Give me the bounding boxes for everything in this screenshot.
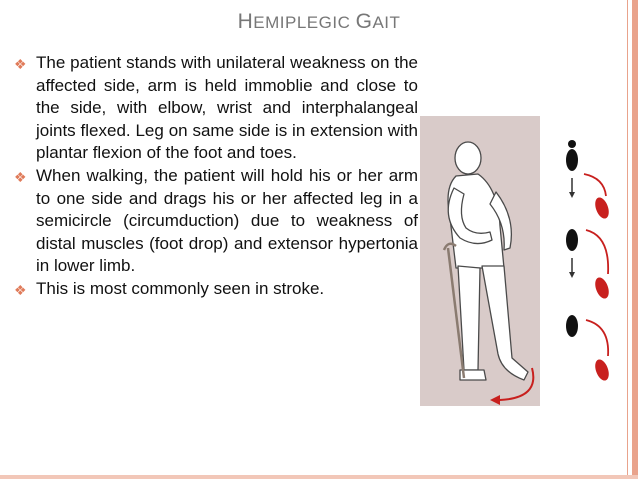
footprint-dark-icon	[566, 315, 578, 337]
title-part-1: EMIPLEGIC	[253, 13, 356, 32]
bullet-item	[14, 165, 418, 278]
title-cap-2: G	[355, 10, 373, 33]
slide-title	[0, 10, 638, 34]
person-head	[455, 142, 481, 174]
swing-arrow-icon	[586, 320, 608, 356]
slide-border-bottom	[0, 475, 638, 479]
footprint-red-icon	[593, 276, 612, 301]
footprint-dark-icon	[566, 229, 578, 251]
hemiplegic-gait-illustration	[420, 108, 620, 413]
bullet-marker-icon: ❖	[14, 281, 27, 298]
title-part-2: AIT	[372, 13, 401, 32]
slide-border-line	[627, 0, 628, 479]
footprint-red-icon	[593, 358, 612, 383]
bullet-marker-icon: ❖	[14, 168, 27, 185]
footprint-dark-icon	[566, 149, 578, 171]
footprint-red-icon	[593, 196, 612, 221]
bullet-list	[14, 52, 418, 301]
step-arrowhead-icon	[569, 192, 575, 198]
footprint-sequence	[566, 140, 611, 382]
bullet-text: The patient stands with unilateral weakness on the affected side, arm is held immoblie and close to the side, with elbow, wrist and interphalangeal joints flexed. Leg on same side is in extension with plantar flexion of the foot and toes.	[36, 53, 418, 163]
swing-arrow-icon	[584, 174, 606, 196]
bullet-text: This is most commonly seen in stroke.	[36, 278, 325, 298]
title-cap-1: H	[237, 10, 254, 33]
bullet-item	[14, 52, 418, 165]
bullet-item	[14, 278, 418, 301]
bullet-text: When walking, the patient will hold his or her arm to one side and drags his or her affected leg in a semicircle (circumduction) due to weakness of distal muscles (foot drop) and extensor hypertonia in lower limb.	[36, 165, 418, 276]
bullet-marker-icon: ❖	[14, 56, 27, 72]
slide-border-right	[632, 0, 638, 479]
swing-arrow-icon	[586, 230, 608, 274]
step-arrowhead-icon	[569, 272, 575, 278]
footprint-dark-heel-icon	[568, 140, 576, 148]
